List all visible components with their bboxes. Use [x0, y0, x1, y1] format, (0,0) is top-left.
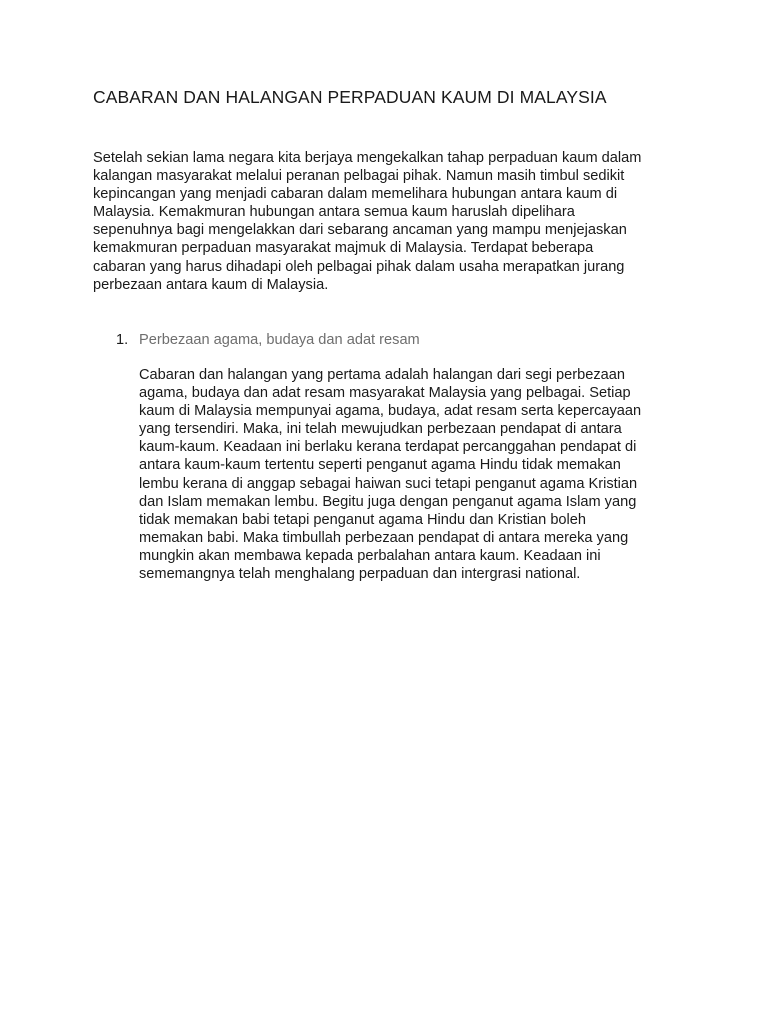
- intro-line: Setelah sekian lama negara kita berjaya mengekalkan tahap perpaduan kaum dalam: [93, 150, 642, 166]
- intro-line: kalangan masyarakat melalui peranan pelbagai pihak. Namun masih timbul sedikit: [93, 168, 625, 185]
- intro-paragraph: [93, 149, 693, 294]
- list-item-number: 1.: [116, 332, 129, 348]
- body-line: tidak memakan babi tetapi penganut agama Hindu dan Kristian boleh: [139, 511, 587, 528]
- intro-line: Malaysia. Kemakmuran hubungan antara semua kaum haruslah dipelihara: [93, 204, 575, 221]
- body-line: antara kaum-kaum tertentu seperti penganut agama Hindu tidak memakan: [139, 457, 621, 474]
- body-line: kaum-kaum. Keadaan ini berlaku kerana terdapat percanggahan pendapat di: [139, 439, 637, 456]
- body-line: mungkin akan membawa kepada perbalahan antara kaum. Keadaan ini: [139, 547, 601, 564]
- body-line: kaum di Malaysia mempunyai agama, budaya, adat resam serta kepercayaan: [139, 403, 642, 420]
- intro-line: kepincangan yang menjadi cabaran dalam memelihara hubungan antara kaum di: [93, 186, 618, 203]
- body-line: Cabaran dan halangan yang pertama adalah halangan dari segi perbezaan: [139, 367, 626, 383]
- intro-line: kemakmuran perpaduan masyarakat majmuk di Malaysia. Terdapat beberapa: [93, 240, 594, 257]
- body-line: memakan babi. Maka timbullah perbezaan pendapat di antara mereka yang: [139, 529, 629, 546]
- list-item-body: [139, 366, 699, 583]
- intro-line: sepenuhnya bagi mengelakkan dari sebarang ancaman yang mampu menjejaskan: [93, 222, 627, 239]
- intro-line: cabaran yang harus dihadapi oleh pelbagai pihak dalam usaha merapatkan jurang: [93, 258, 625, 275]
- body-line: dan Islam memakan lembu. Begitu juga dengan penganut agama Islam yang: [139, 493, 637, 510]
- body-line: sememangnya telah menghalang perpaduan dan intergrasi national.: [139, 566, 581, 583]
- intro-line: perbezaan antara kaum di Malaysia.: [93, 276, 329, 293]
- document-title: CABARAN DAN HALANGAN PERPADUAN KAUM DI MALAYSIA: [93, 87, 607, 107]
- body-line: agama, budaya dan adat resam masyarakat Malaysia yang pelbagai. Setiap: [139, 385, 631, 402]
- body-line: yang tersendiri. Maka, ini telah mewujudkan perbezaan pendapat di antara: [139, 421, 622, 438]
- body-line: lembu kerana di anggap sebagai haiwan suci tetapi penganut agama Kristian: [139, 475, 638, 492]
- list-item-heading: Perbezaan agama, budaya dan adat resam: [139, 332, 420, 348]
